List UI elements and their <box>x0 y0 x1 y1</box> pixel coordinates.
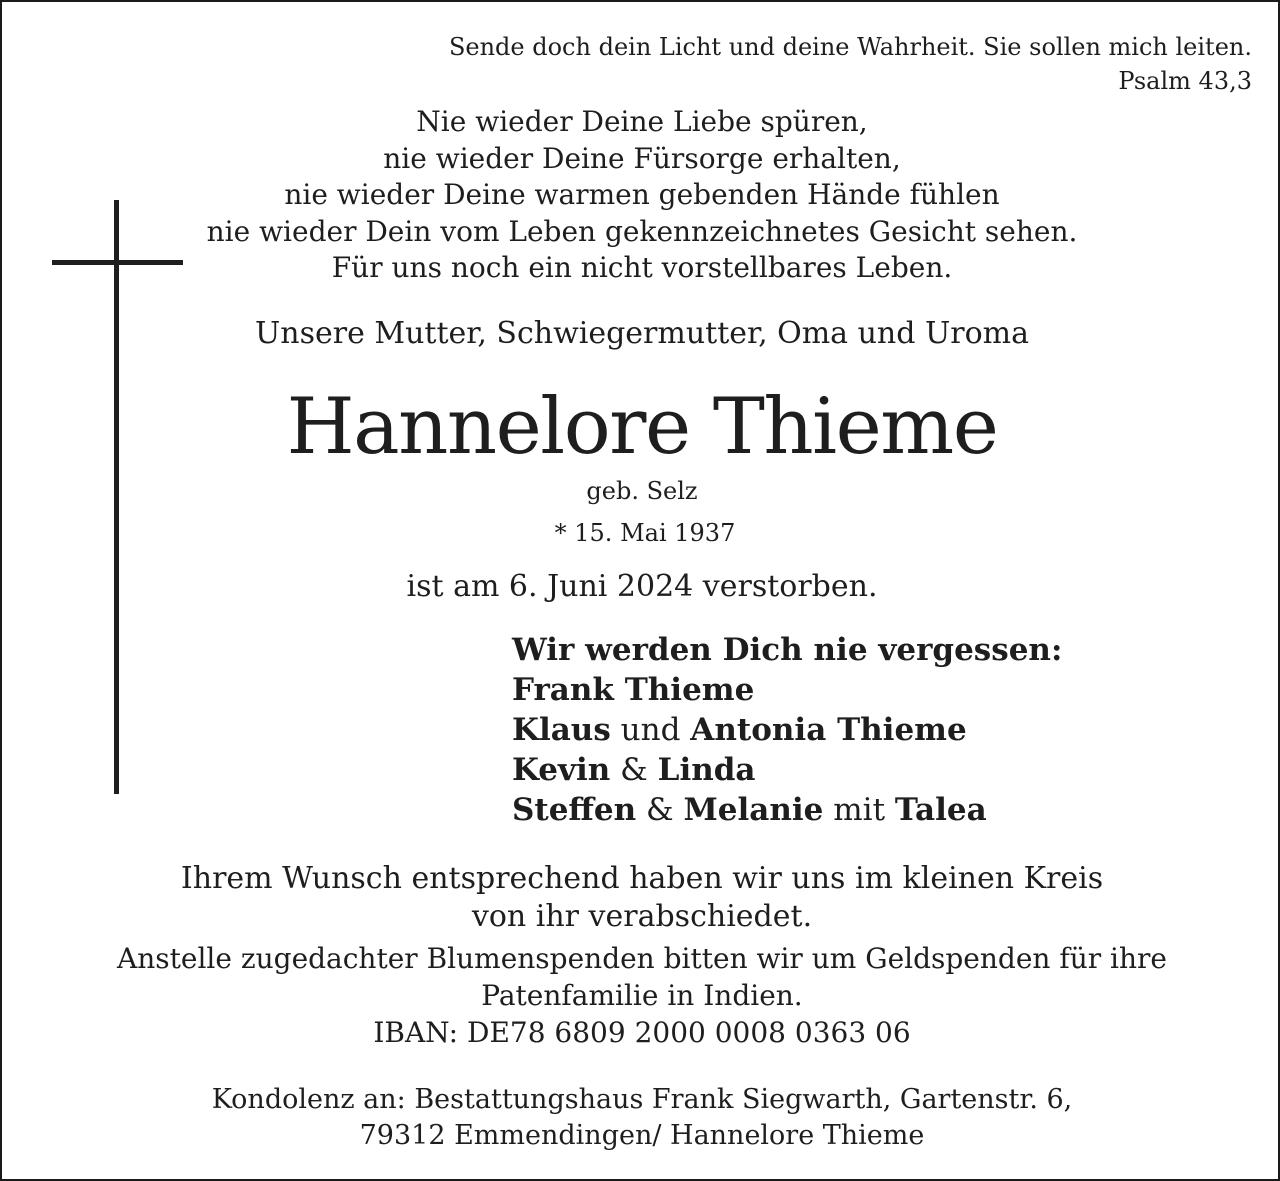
mourner-separator: & <box>636 792 684 828</box>
donation-note <box>2 940 1280 1051</box>
mourner-name: Steffen <box>512 792 637 828</box>
mourner-line <box>512 790 1062 830</box>
mourner-line: Frank Thieme <box>512 672 755 708</box>
mourner-separator: und <box>610 712 691 748</box>
deceased-name: Hannelore Thieme <box>286 382 998 472</box>
condolence-line: 79312 Emmendingen/ Hannelore Thieme <box>359 1120 925 1151</box>
mourner-name: Antonia Thieme <box>690 712 967 748</box>
bible-verse-text: Sende doch dein Licht und deine Wahrheit. Sie sollen mich leiten. <box>448 33 1252 61</box>
poem-line: nie wieder Deine Fürsorge erhalten, <box>383 141 901 175</box>
mourner-name: Talea <box>894 792 987 828</box>
mourner-name: Melanie <box>683 792 824 828</box>
poem <box>2 104 1280 287</box>
iban: IBAN: DE78 6809 2000 0008 0363 06 <box>373 1016 911 1049</box>
mourners-list <box>512 630 1062 830</box>
poem-line: nie wieder Dein vom Leben gekennzeichnetes Gesicht sehen. <box>206 214 1078 248</box>
bible-verse <box>449 30 1252 98</box>
death-line: ist am 6. Juni 2024 verstorben. <box>406 569 878 604</box>
mourner-name: Kevin <box>512 752 611 788</box>
mourner-name: Linda <box>657 752 756 788</box>
poem-line: nie wieder Deine warmen gebenden Hände fühlen <box>284 178 1000 211</box>
mourners-heading: Wir werden Dich nie vergessen: <box>512 632 1063 668</box>
birth-date: * 15. Mai 1937 <box>554 519 736 547</box>
farewell-line: von ihr verabschiedet. <box>471 899 813 934</box>
poem-line: Für uns noch ein nicht vorstellbares Leben. <box>331 251 953 284</box>
mourner-name: Klaus <box>512 712 611 748</box>
relation-line: Unsere Mutter, Schwiegermutter, Oma und Uroma <box>254 316 1030 351</box>
mourner-separator: & <box>610 752 658 788</box>
birth-name: geb. Selz <box>586 477 698 505</box>
mourner-separator: mit <box>823 792 895 828</box>
condolence-line: Kondolenz an: Bestattungshaus Frank Siegwarth, Gartenstr. 6, <box>211 1084 1073 1115</box>
farewell-note <box>2 860 1280 936</box>
bible-verse-reference: Psalm 43,3 <box>1118 67 1252 95</box>
donation-line: Patenfamilie in Indien. <box>481 979 803 1012</box>
mourner-line <box>512 750 1062 790</box>
farewell-line: Ihrem Wunsch entsprechend haben wir uns im kleinen Kreis <box>180 861 1104 896</box>
mourner-line <box>512 710 1062 750</box>
poem-line: Nie wieder Deine Liebe spüren, <box>416 105 868 138</box>
donation-line: Anstelle zugedachter Blumenspenden bitten wir um Geldspenden für ihre <box>117 942 1167 975</box>
condolence-address <box>2 1082 1280 1154</box>
